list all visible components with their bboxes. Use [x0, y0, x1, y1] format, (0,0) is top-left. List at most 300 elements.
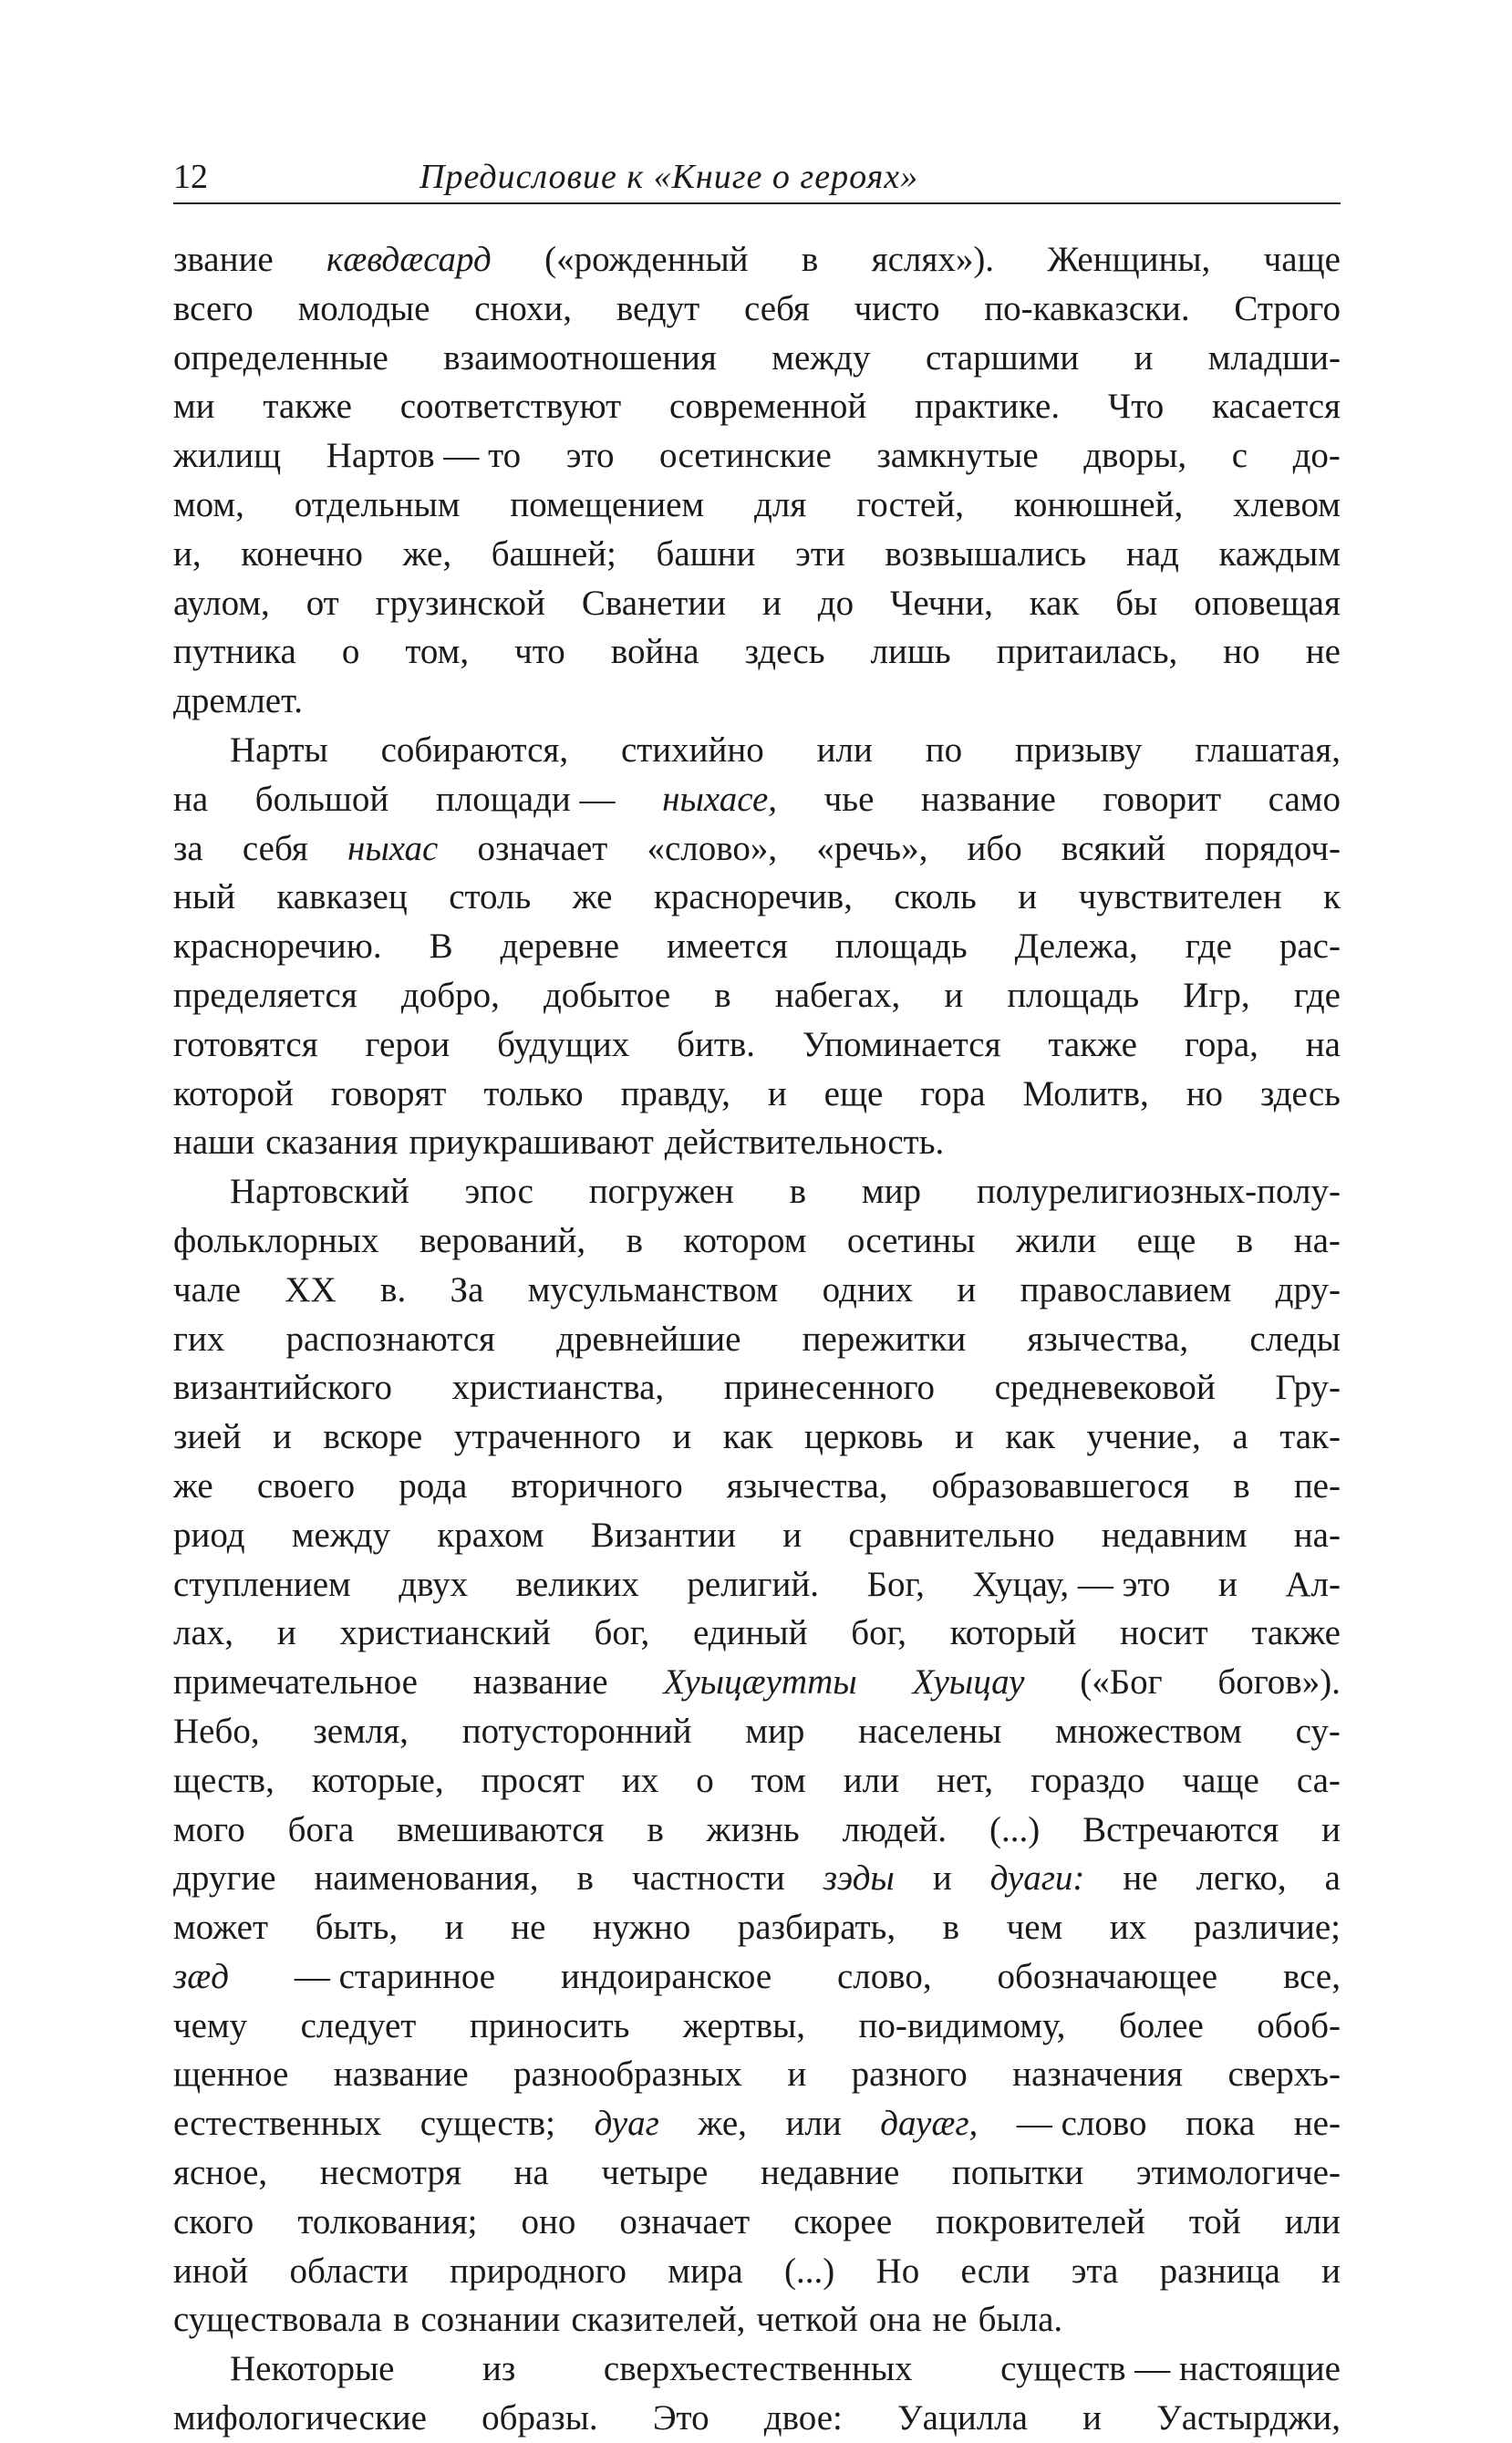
word: зией: [173, 1417, 242, 1457]
text-line: [173, 2148, 1341, 2198]
word: более: [1118, 2005, 1204, 2045]
italic-term: дуаги:: [989, 1858, 1085, 1899]
word: или: [1284, 2201, 1341, 2241]
word: здесь: [744, 632, 825, 672]
word: Чечни,: [890, 583, 993, 623]
text-line: [173, 1903, 1341, 1952]
word: богов»).: [1217, 1662, 1341, 1703]
word: и: [932, 1858, 952, 1899]
word: попытки: [951, 2153, 1084, 2193]
text-line: [173, 824, 1341, 874]
text-line: [173, 873, 1341, 922]
word: населены: [858, 1711, 1002, 1751]
word: и: [444, 1908, 464, 1948]
word: молодые: [297, 288, 430, 328]
text-line: [173, 1511, 1341, 1560]
text-line: [173, 1462, 1341, 1511]
word: аулом,: [173, 583, 270, 623]
word: ибо: [967, 828, 1022, 868]
word: которые,: [311, 1760, 444, 1800]
word: примечательное: [173, 1662, 418, 1703]
word: не-: [1293, 2104, 1341, 2144]
text-line: [173, 2345, 1341, 2394]
word: (...): [783, 2251, 835, 2291]
word: людей.: [842, 1809, 948, 1849]
word: чале: [173, 1269, 242, 1309]
word: лишь: [870, 632, 951, 672]
word: в: [714, 975, 731, 1015]
word: здесь: [1260, 1073, 1341, 1113]
word: но: [1223, 632, 1260, 672]
text-line: [173, 2099, 1341, 2148]
word: слово,: [837, 1956, 932, 1996]
word: где: [1293, 975, 1341, 1015]
word: означает: [619, 2201, 751, 2241]
italic-term: Хуыцау: [912, 1662, 1025, 1703]
word: индоиранское: [560, 1956, 772, 1996]
word: ведут: [616, 288, 700, 328]
word: естественных: [173, 2104, 382, 2144]
word: назначения: [1012, 2055, 1184, 2095]
word: Небо,: [173, 1711, 260, 1751]
word: и: [672, 1417, 692, 1457]
word: разбирать,: [737, 1908, 896, 1948]
word: с: [1231, 436, 1248, 476]
word: а: [1324, 1858, 1341, 1899]
word: и: [1321, 1809, 1341, 1849]
word: добытое: [543, 975, 671, 1015]
word: толкования;: [297, 2201, 478, 2241]
word: сказания: [265, 1123, 399, 1163]
word: если: [960, 2251, 1030, 2291]
word: все,: [1282, 1956, 1341, 1996]
text-line: [173, 334, 1341, 383]
text-line: [173, 922, 1341, 971]
word: в: [576, 1858, 594, 1899]
word: хлевом: [1233, 484, 1341, 524]
word: церковь: [803, 1417, 924, 1457]
word: в: [647, 1809, 664, 1849]
word: недавним: [1101, 1515, 1248, 1555]
word: правду,: [620, 1073, 730, 1113]
word: и: [782, 1515, 803, 1555]
word: вмешиваются: [397, 1809, 605, 1849]
word: название: [333, 2055, 469, 2095]
word: просят: [481, 1760, 585, 1800]
word: не: [511, 1908, 546, 1948]
word: разного: [851, 2055, 968, 2095]
word: может: [173, 1908, 268, 1948]
word: набегах,: [774, 975, 901, 1015]
word: природного: [450, 2251, 627, 2291]
word: жилищ: [173, 436, 282, 476]
word: герои: [365, 1024, 450, 1064]
text-line: [173, 2050, 1341, 2099]
word: христианства,: [451, 1368, 665, 1408]
text-line: [173, 1658, 1341, 1707]
word: бог,: [851, 1613, 906, 1653]
word: полурелигиозных-полу-: [976, 1172, 1341, 1212]
word: в: [1236, 1220, 1254, 1260]
word: погружен: [588, 1172, 734, 1212]
word: Хуцау, — это: [972, 1564, 1171, 1604]
word: «речь»,: [816, 828, 928, 868]
word: мого: [173, 1809, 245, 1849]
word: Ал-: [1285, 1564, 1341, 1604]
word: мифологические: [173, 2398, 427, 2438]
word: этимологиче-: [1135, 2153, 1341, 2193]
word: вскоре: [323, 1417, 423, 1457]
text-line: [173, 285, 1341, 334]
word: Игр,: [1183, 975, 1250, 1015]
word: не: [1123, 1858, 1158, 1899]
word: (...): [989, 1809, 1041, 1849]
text-line: [173, 1560, 1341, 1610]
word: утраченного: [453, 1417, 641, 1457]
word: язычества,: [726, 1465, 888, 1506]
text-line: [173, 1413, 1341, 1462]
word: Нартов — то: [326, 436, 522, 476]
word: между: [291, 1515, 391, 1555]
word: дворы,: [1083, 436, 1187, 476]
word: и: [276, 1613, 296, 1653]
word: или: [843, 1760, 899, 1800]
word: Но: [875, 2251, 920, 2291]
text-line: [173, 235, 1341, 285]
word: который: [949, 1613, 1077, 1653]
word: сознании: [420, 2300, 561, 2340]
word: верований,: [419, 1220, 586, 1260]
word: существ;: [419, 2104, 556, 2144]
italic-term: дауæг,: [880, 2104, 979, 2144]
word: эта: [1071, 2251, 1119, 2291]
word: том: [751, 1760, 806, 1800]
word: из: [482, 2349, 516, 2389]
word: сравнительно: [848, 1515, 1055, 1555]
word: касается: [1212, 387, 1341, 427]
word: каждым: [1218, 533, 1341, 574]
word: своего: [256, 1465, 356, 1506]
word: говорят: [330, 1073, 447, 1113]
word: сколь: [894, 877, 977, 917]
word: риод: [173, 1515, 245, 1555]
word: Гру-: [1275, 1368, 1341, 1408]
word: («Бог: [1080, 1662, 1163, 1703]
word: кавказец: [276, 877, 408, 917]
word: язычества,: [1027, 1319, 1189, 1359]
word: в: [626, 1220, 643, 1260]
italic-term: кæвдæсард: [326, 240, 492, 279]
word: красноречив,: [653, 877, 853, 917]
text-line: [173, 1952, 1341, 2002]
italic-term: ныхас: [347, 828, 439, 868]
word: сказителей,: [571, 2300, 746, 2340]
word: — слово: [1016, 2104, 1147, 2144]
body-text: [173, 235, 1341, 2443]
word: столь: [449, 877, 532, 917]
word: притаилась,: [996, 632, 1178, 672]
page-number: 12: [173, 158, 208, 196]
word: са-: [1296, 1760, 1341, 1800]
word: чисто: [854, 288, 940, 328]
word: также: [263, 387, 352, 427]
text-line: [173, 775, 1341, 824]
italic-term: дуаг: [594, 2104, 659, 2144]
word: ми: [173, 387, 215, 427]
word: образы.: [482, 2398, 598, 2438]
word: другие: [173, 1858, 276, 1899]
word: название: [921, 779, 1056, 819]
word: разница: [1159, 2251, 1280, 2291]
word: только: [483, 1073, 584, 1113]
word: Встречаются: [1082, 1809, 1279, 1849]
word: двое:: [763, 2398, 843, 2438]
word: площадь: [1007, 975, 1140, 1015]
word: иной: [173, 2251, 249, 2291]
word: о: [696, 1760, 714, 1800]
word: чаще: [1182, 1760, 1259, 1800]
word: Женщины,: [1047, 240, 1211, 279]
word: в: [801, 240, 819, 279]
word: готовятся: [173, 1024, 318, 1064]
text-line: [173, 1216, 1341, 1266]
word: битв.: [677, 1024, 756, 1064]
word: покровителей: [936, 2201, 1145, 2241]
word: говорит: [1103, 779, 1222, 819]
word: их: [621, 1760, 659, 1800]
word: глашатая,: [1195, 730, 1341, 770]
word: а: [1232, 1417, 1248, 1457]
word: мира: [668, 2251, 743, 2291]
word: чем: [1006, 1908, 1063, 1948]
word: красноречию.: [173, 926, 382, 967]
word: византийского: [173, 1368, 392, 1408]
word: в: [789, 1172, 807, 1212]
word: сверхъестественных: [603, 2349, 913, 2389]
word: между: [772, 337, 871, 378]
word: Дележа,: [1014, 926, 1138, 967]
word: гостей,: [856, 484, 964, 524]
word: мусульманством: [527, 1269, 779, 1309]
word: щенное: [173, 2055, 289, 2095]
word: так-: [1279, 1417, 1341, 1457]
word: грузинской: [375, 583, 545, 623]
word: война: [610, 632, 699, 672]
word: порядоч-: [1205, 828, 1341, 868]
text-line: [173, 1854, 1341, 1903]
word: от: [306, 583, 339, 623]
text-line: [173, 2394, 1341, 2443]
word: бог,: [594, 1613, 650, 1653]
word: снохи,: [474, 288, 573, 328]
word: взаимоотношения: [443, 337, 717, 378]
word: Что: [1107, 387, 1165, 427]
word: означает: [477, 828, 608, 868]
word: по-видимому,: [858, 2005, 1066, 2045]
word: одних: [822, 1269, 914, 1309]
italic-term: Хуыцæутты: [663, 1662, 857, 1703]
word: религий.: [687, 1564, 820, 1604]
word: себя: [743, 288, 810, 328]
word: XX: [285, 1269, 337, 1309]
italic-term: ныхасе,: [662, 779, 778, 819]
word: разнообразных: [513, 2055, 742, 2095]
word: всякий: [1061, 828, 1166, 868]
word: наименования,: [314, 1858, 539, 1899]
text-line: [173, 530, 1341, 579]
word: большой: [254, 779, 389, 819]
word: на-: [1293, 1220, 1341, 1260]
word: гора,: [1184, 1024, 1258, 1064]
word: великих: [515, 1564, 639, 1604]
word: и: [1321, 2251, 1341, 2291]
word: христианский: [339, 1613, 551, 1653]
word: легко,: [1196, 1858, 1287, 1899]
word: быть,: [315, 1908, 399, 1948]
word: несмотря: [319, 2153, 461, 2193]
word: и: [273, 1417, 292, 1457]
word: дремлет.: [173, 681, 303, 721]
word: в: [1233, 1465, 1250, 1506]
word: оно: [521, 2201, 576, 2241]
word: яслях»).: [871, 240, 995, 279]
text-line: [173, 1266, 1341, 1315]
running-title: Предисловие к «Книге о героях»: [419, 158, 919, 196]
word: образовавшегося: [931, 1465, 1190, 1506]
word: и: [954, 1417, 974, 1457]
word: имеется: [667, 926, 788, 967]
word: и: [1018, 877, 1038, 917]
word: до-: [1292, 436, 1341, 476]
word: сверхъ-: [1227, 2055, 1341, 2095]
word: как: [1029, 583, 1080, 623]
word: чувствителен: [1078, 877, 1282, 917]
word: наши: [173, 1123, 255, 1163]
word: конечно: [241, 533, 363, 574]
word: существ — настоящие: [1000, 2349, 1341, 2389]
word: в: [392, 2300, 410, 2340]
word: ясное,: [173, 2153, 268, 2193]
word: В: [429, 926, 453, 967]
word: дру-: [1275, 1269, 1341, 1309]
word: фольклорных: [173, 1220, 379, 1260]
word: на: [513, 2153, 549, 2193]
word: и: [761, 583, 782, 623]
text-line: [173, 2295, 1341, 2345]
word: путника: [173, 632, 296, 672]
text-line: [173, 2247, 1341, 2296]
word: гора: [920, 1073, 986, 1113]
word: лах,: [173, 1613, 234, 1653]
word: пределяется: [173, 975, 357, 1015]
word: учение,: [1086, 1417, 1201, 1457]
word: распознаются: [285, 1319, 495, 1359]
word: ный: [173, 877, 235, 917]
word: жертвы,: [682, 2005, 806, 2045]
word: обозначающее: [997, 1956, 1218, 1996]
word: мир: [861, 1172, 921, 1212]
text-line: [173, 1070, 1341, 1119]
word: чье: [823, 779, 875, 819]
word: Молитв,: [1022, 1073, 1149, 1113]
word: бога: [287, 1809, 355, 1849]
word: конюшней,: [1013, 484, 1184, 524]
word: что: [514, 632, 565, 672]
word: возвышались: [885, 533, 1087, 574]
word: — старинное: [294, 1956, 496, 1996]
word: Сванетии: [581, 583, 727, 623]
word: мом,: [173, 484, 244, 524]
word: средневековой: [994, 1368, 1216, 1408]
word: как: [1005, 1417, 1055, 1457]
word: чаще: [1263, 240, 1341, 279]
text-line: [173, 1167, 1341, 1216]
word: следы: [1249, 1319, 1341, 1359]
word: еще: [1136, 1220, 1196, 1260]
text-line: [173, 627, 1341, 677]
word: нет,: [937, 1760, 994, 1800]
word: древнейшие: [556, 1319, 741, 1359]
text-line: [173, 2198, 1341, 2247]
word: пока: [1186, 2104, 1256, 2144]
word: эпос: [464, 1172, 533, 1212]
word: гораздо: [1030, 1760, 1145, 1800]
word: по: [925, 730, 963, 770]
word: и: [767, 1073, 787, 1113]
italic-term: зæд: [173, 1956, 229, 1996]
word: недавние: [760, 2153, 900, 2193]
word: где: [1185, 926, 1232, 967]
word: вторичного: [511, 1465, 683, 1506]
word: («рожденный: [544, 240, 749, 279]
word: той: [1188, 2201, 1241, 2241]
word: помещением: [510, 484, 705, 524]
word: на: [173, 779, 209, 819]
word: том,: [405, 632, 470, 672]
word: Это: [652, 2398, 709, 2438]
word: также: [1251, 1613, 1341, 1653]
word: не: [932, 2300, 968, 2340]
word: чему: [173, 2005, 248, 2045]
text-line: [173, 382, 1341, 431]
word: современной: [669, 387, 867, 427]
text-line: [173, 677, 1341, 726]
word: Некоторые: [230, 2349, 395, 2389]
word: же,: [402, 533, 452, 574]
word: определенные: [173, 337, 388, 378]
word: жили: [1015, 1220, 1097, 1260]
word: За: [450, 1269, 484, 1309]
word: само: [1268, 779, 1341, 819]
word: была.: [978, 2300, 1063, 2340]
word: не: [1305, 632, 1341, 672]
word: отдельным: [294, 484, 461, 524]
word: области: [289, 2251, 409, 2291]
word: же: [572, 877, 613, 917]
word: осетины: [846, 1220, 976, 1260]
word: башней;: [491, 533, 616, 574]
word: следует: [300, 2005, 417, 2045]
word: жизнь: [706, 1809, 800, 1849]
word: это: [565, 436, 615, 476]
word: носит: [1120, 1613, 1208, 1653]
text-line: [173, 1756, 1341, 1806]
text-line: [173, 971, 1341, 1020]
word: ского: [173, 2201, 254, 2241]
word: и,: [173, 533, 202, 574]
word: мир: [745, 1711, 805, 1751]
text-line: [173, 1020, 1341, 1070]
